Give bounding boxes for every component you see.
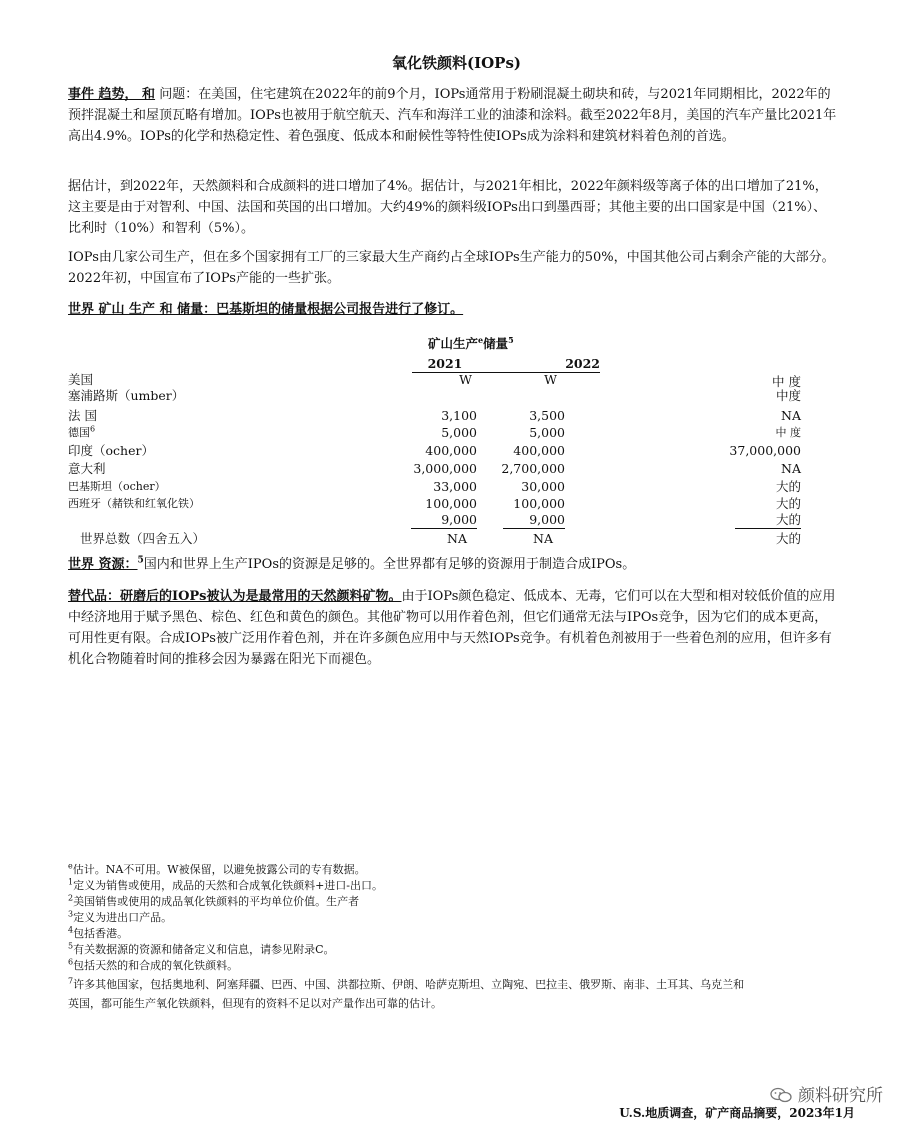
events-paragraph [68,84,838,147]
wechat-icon [770,1087,792,1103]
resources-lead: 世界 资源： [68,557,138,572]
group-header-label: 矿山生产$^e$储量$^5$ [428,334,514,351]
table-row: 巴基斯坦（ocher） 33,000 30,000 大的 [68,479,801,494]
table-group-header [0,336,913,353]
table-row: 塞浦路斯（umber） 中度 [68,388,801,403]
table-row: 美国 W W 中 度 [68,372,801,389]
watermark-text: 颜料研究所 [798,1086,883,1106]
col-2022-header: 2022 [478,356,600,373]
footnote: 英国，都可能生产氧化铁颜料，但现有的资料不足以对产量作出可靠的估计。 [68,997,442,1010]
resources-paragraph: 世界 资源：$^5$国内和世界上生产IPOs的资源是足够的。全世界都有足够的资源用于制造合成IPOs。 [68,555,636,572]
footnote: $^6$包括天然的和合成的氧化铁颜料。 [68,957,239,972]
table-total-row: 世界总数（四舍五入） NA NA 大的 [80,531,801,546]
footnote: $^4$包括香港。 [68,925,129,940]
footnote: $^1$定义为销售或使用，成品的天然和合成氧化铁颜料+进口-出口。 [68,877,384,892]
trade-paragraph: 据估计，到2022年，天然颜料和合成颜料的进口增加了4%。据估计，与2021年相比，2022年颜料级等离子体的出口增加了21%，这主要是由于对智利、中国、法国和英国的出口增加。大约49%的颜料级IOPs出口到墨西哥；其他主要的出口国家是中国（21%）、比利时（10%）和智利（5%）。 [68,179,828,236]
footnote: $^5$有关数据源的资源和储备定义和信息，请参见附录C。 [68,941,335,956]
table-year-header [0,356,913,373]
table-row: 意大利 3,000,000 2,700,000 NA [68,461,801,476]
events-lead: 事件 趋势， 和 [68,87,156,102]
page-footer: U.S.地质调查，矿产商品摘要，2023年1月 [619,1106,855,1120]
table-row: 法 国 3,100 3,500 NA [68,408,801,423]
substitutes-lead: 替代品：研磨后的IOPs被认为是最常用的天然颜料矿物。 [68,589,402,604]
table-row: 德国$^6$ 5,000 5,000 中 度 [68,424,801,440]
footnote: $^e$估计。NA不可用。W被保留，以避免披露公司的专有数据。 [68,861,366,876]
table-row: 9,000 9,000 大的 [0,512,913,529]
watermark [770,1081,883,1106]
col-2021-header: 2021 [412,356,478,373]
table-row: 印度（ocher） 400,000 400,000 37,000,000 [68,443,801,458]
events-text: 问题：在美国，住宅建筑在2022年的前9个月，IOPs通常用于粉刷混凝土砌块和砖，与2021年同期相比，2022年的预拌混凝土和屋顶瓦略有增加。IOPs也被用于航空航天、汽车和海洋工业的油漆和涂料。截至2022年8月，美国的汽车产量比2021年高出4.9%。IOPs的化学和热稳定性、着色强度、低成本和耐候性等特性使IOPs成为涂料和建筑材料着色剂的首选。 [68,87,837,144]
world-production-heading: 世界 矿山 生产 和 储量：巴基斯坦的储量根据公司报告进行了修订。 [68,302,464,317]
table-row: 西班牙（赭铁和红氧化铁） 100,000 100,000 大的 [68,496,801,511]
page-title: 氧化铁颜料(IOPs) [391,54,521,72]
footnote: $^2$美国销售或使用的成品氧化铁颜料的平均单位价值。生产者 [68,893,360,908]
footnotes [68,862,838,1012]
producers-paragraph: IOPs由几家公司生产，但在多个国家拥有工厂的三家最大生产商约占全球IOPs生产能力的50%，中国其他公司占剩余产能的大部分。2022年初，中国宣布了IOPs产能的一些扩张。 [68,250,835,286]
footnote: $^3$定义为进出口产品。 [68,909,173,924]
footnote: $^7$许多其他国家，包括奥地利、阿塞拜疆、巴西、中国、洪都拉斯、伊朗、哈萨克斯坦、立陶宛、巴拉圭、俄罗斯、南非、土耳其、乌克兰和 [68,976,745,991]
substitutes-paragraph: 替代品：研磨后的IOPs被认为是最常用的天然颜料矿物。由于IOPs颜色稳定、低成本、无毒，它们可以在大型和相对较低价值的应用中经济地用于赋予黑色、棕色、红色和黄色的颜色。其他矿物可以用作着色剂，但它们通常无法与IPOs竞争，因为它们的成本更高，可用性更有限。合成IOPs被广泛用作着色剂，并在许多颜色应用中与天然IOPs竞争。有机着色剂被用于一些着色剂的应用，但许多有机化合物随着时间的推移会因为暴露在阳光下而褪色。 [68,589,836,667]
